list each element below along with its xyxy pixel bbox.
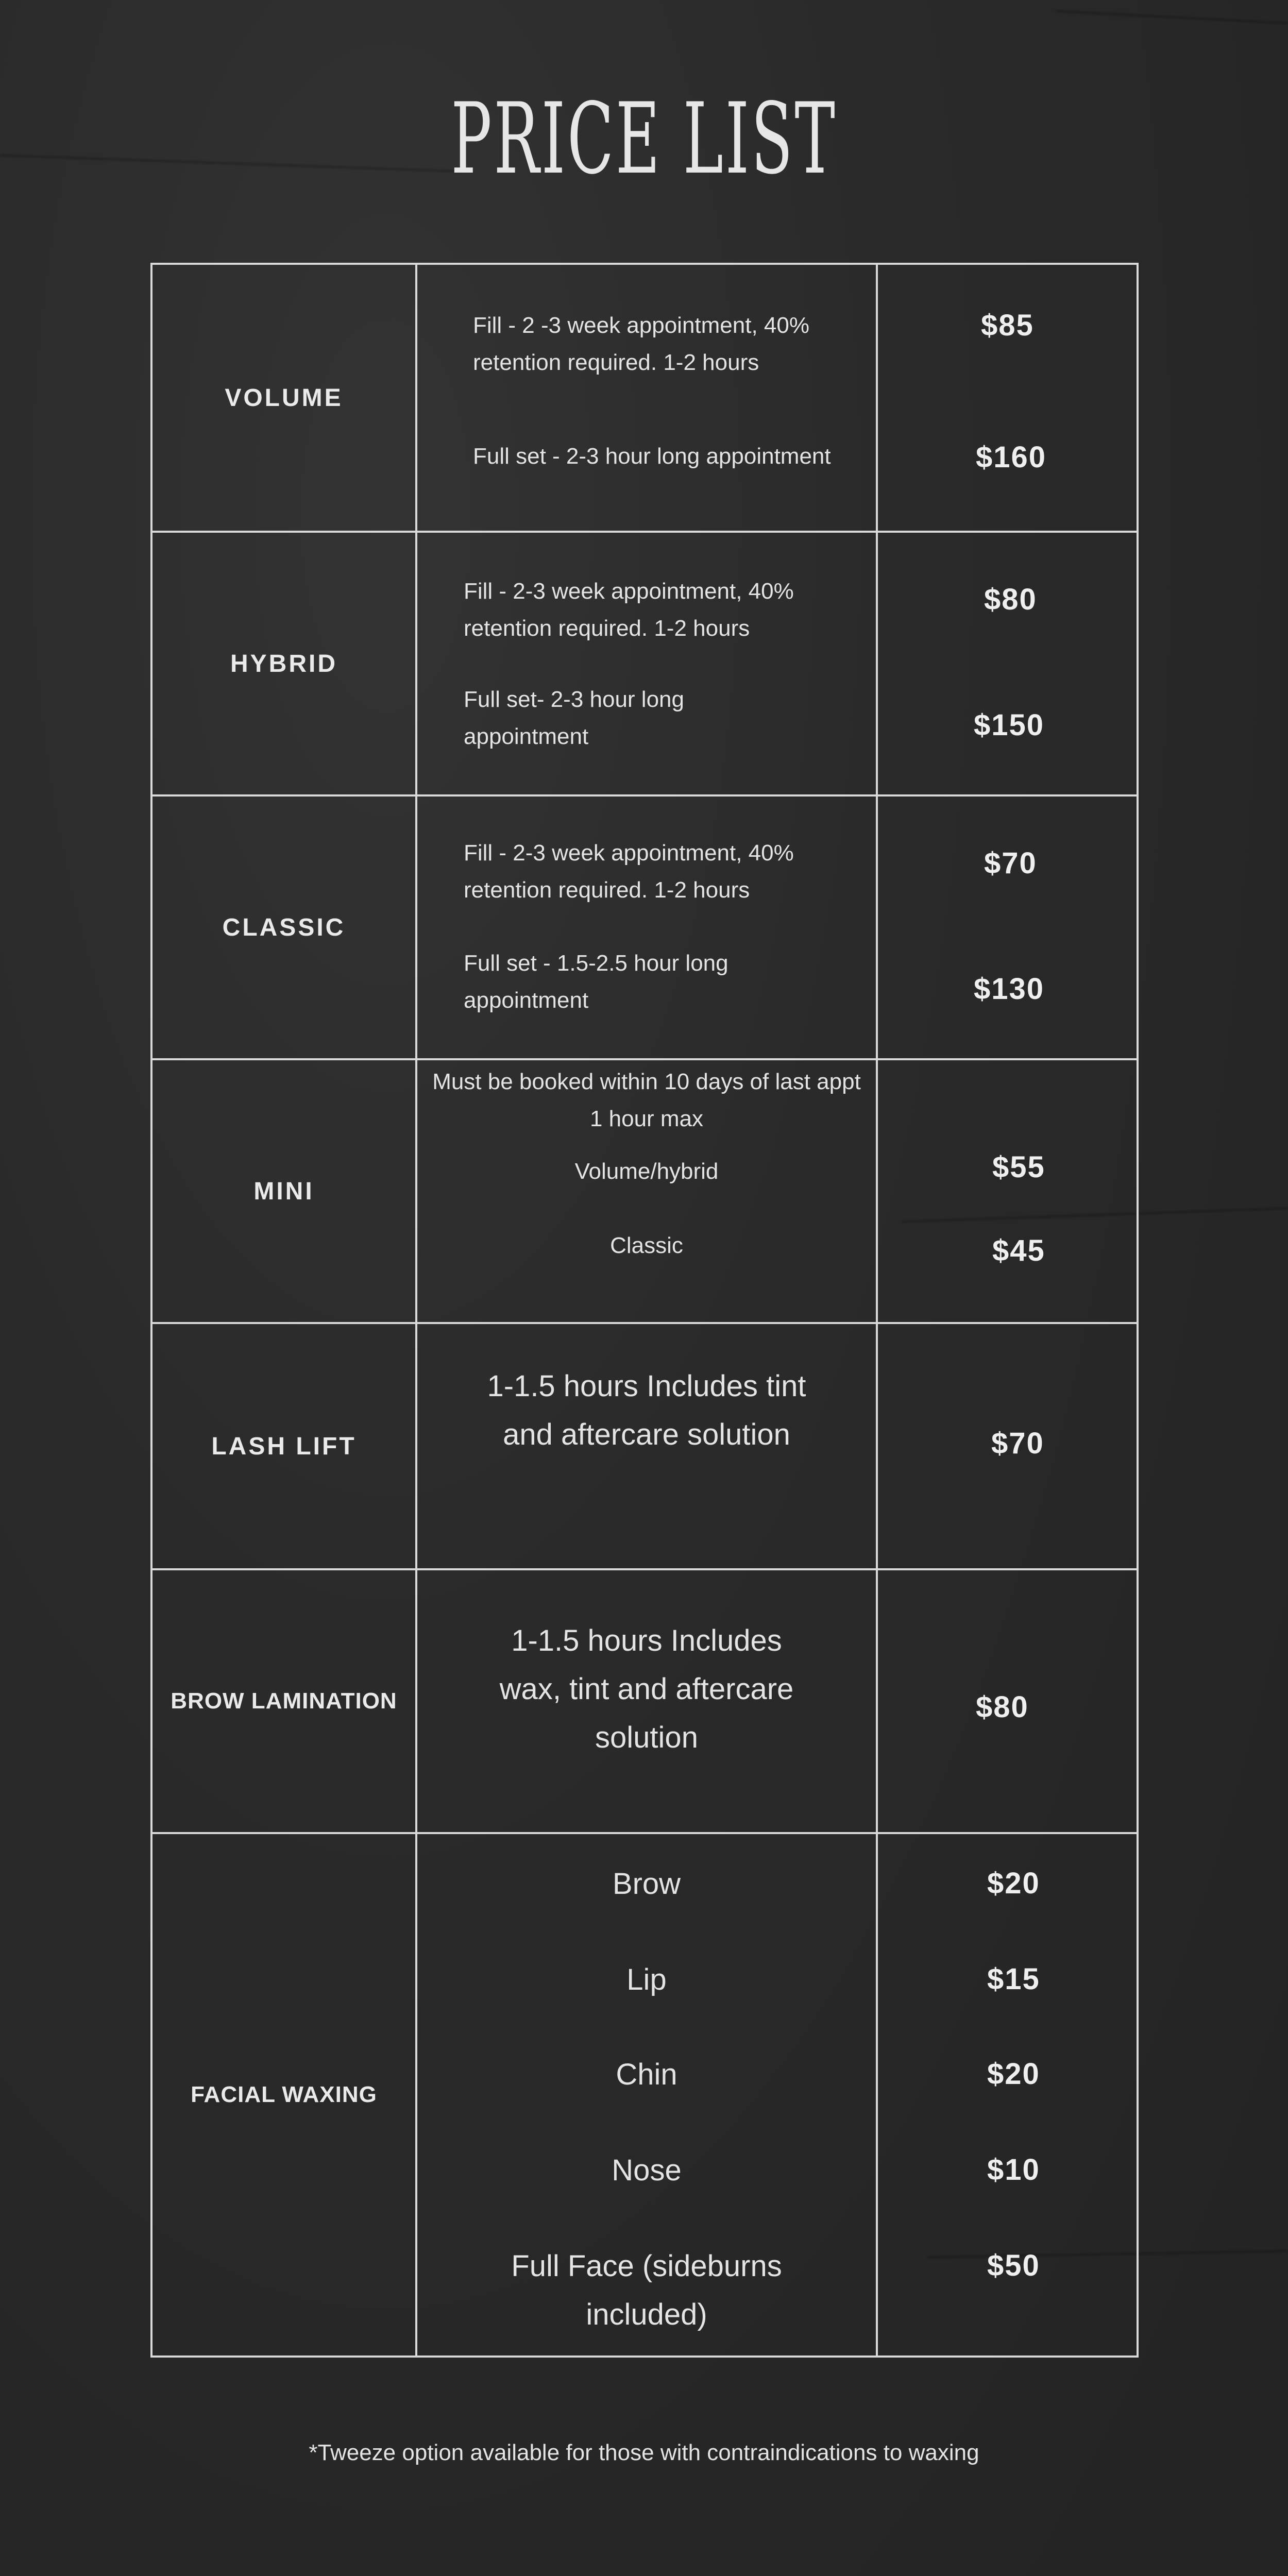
- service-name-classic: CLASSIC: [222, 913, 346, 941]
- service-name-cell: [152, 796, 417, 1058]
- description-cell: [417, 796, 878, 1058]
- service-name-cell: [152, 1060, 417, 1322]
- row-brow-lamination: [152, 1568, 1137, 1832]
- row-hybrid: [152, 531, 1137, 794]
- price-table: [150, 263, 1139, 2358]
- mini-volume-hybrid-description: Volume/hybrid: [574, 1159, 719, 1184]
- service-name-cell: [152, 533, 417, 794]
- price-cell: [878, 1834, 1137, 2355]
- hybrid-fill-price: $80: [984, 583, 1037, 616]
- mini-booking-note: Must be booked within 10 days of last appt: [432, 1069, 861, 1094]
- price-cell: [878, 1570, 1137, 1832]
- mini-classic-price: $45: [992, 1234, 1045, 1267]
- brow-lamination-description: 1-1.5 hours Includes wax, tint and aftercare solution: [499, 1624, 794, 1754]
- row-lash-lift: [152, 1322, 1137, 1568]
- row-facial-waxing: [152, 1832, 1137, 2355]
- service-name-mini: MINI: [253, 1177, 314, 1205]
- row-volume: [152, 265, 1137, 531]
- service-name-cell: [152, 265, 417, 531]
- waxing-full-face-price: $50: [987, 2249, 1040, 2282]
- service-name-facial-waxing: FACIAL WAXING: [191, 2082, 377, 2107]
- service-name-volume: VOLUME: [225, 384, 343, 412]
- row-classic: [152, 794, 1137, 1058]
- price-cell: [878, 533, 1137, 794]
- waxing-chin-description: Chin: [616, 2058, 677, 2091]
- waxing-brow-price: $20: [987, 1867, 1040, 1900]
- hybrid-fullset-description: Full set- 2-3 hour long appointment: [464, 687, 684, 749]
- page-title: PRICE LIST: [451, 82, 837, 196]
- mini-volume-hybrid-price: $55: [992, 1150, 1045, 1184]
- service-name-brow-lamination: BROW LAMINATION: [171, 1688, 397, 1714]
- tweeze-footnote: *Tweeze option available for those with contraindications to waxing: [309, 2440, 979, 2465]
- waxing-lip-description: Lip: [626, 1963, 667, 1996]
- volume-fullset-description: Full set - 2-3 hour long appointment: [473, 444, 831, 469]
- price-cell: [878, 265, 1137, 531]
- paper-crease: [1056, 10, 1288, 24]
- waxing-brow-description: Brow: [612, 1867, 681, 1901]
- hybrid-fill-description: Fill - 2-3 week appointment, 40% retention required. 1-2 hours: [464, 579, 794, 641]
- service-name-cell: [152, 1570, 417, 1832]
- brow-lamination-price: $80: [976, 1690, 1029, 1724]
- price-cell: [878, 796, 1137, 1058]
- description-cell: [417, 533, 878, 794]
- lash-lift-price: $70: [991, 1427, 1044, 1460]
- price-cell: [878, 1060, 1137, 1322]
- service-name-cell: [152, 1834, 417, 2355]
- price-cell: [878, 1324, 1137, 1568]
- description-cell: [417, 1324, 878, 1568]
- classic-fill-description: Fill - 2-3 week appointment, 40% retention required. 1-2 hours: [464, 840, 794, 903]
- waxing-chin-price: $20: [987, 2057, 1040, 2091]
- waxing-nose-description: Nose: [612, 2154, 682, 2187]
- description-cell: [417, 1060, 878, 1322]
- waxing-full-face-description: Full Face (sideburns included): [511, 2249, 782, 2331]
- waxing-nose-price: $10: [987, 2153, 1040, 2187]
- mini-time-note: 1 hour max: [589, 1106, 704, 1131]
- row-mini: [152, 1058, 1137, 1322]
- volume-fill-price: $85: [981, 309, 1034, 342]
- lash-lift-description: 1-1.5 hours Includes tint and aftercare solution: [487, 1369, 806, 1451]
- description-cell: [417, 1834, 878, 2355]
- service-name-hybrid: HYBRID: [230, 650, 337, 677]
- volume-fullset-price: $160: [976, 440, 1047, 474]
- classic-fullset-price: $130: [974, 972, 1045, 1006]
- classic-fill-price: $70: [984, 846, 1037, 880]
- classic-fullset-description: Full set - 1.5-2.5 hour long appointment: [464, 951, 728, 1013]
- service-name-lash-lift: LASH LIFT: [211, 1432, 357, 1460]
- volume-fill-description: Fill - 2 -3 week appointment, 40% retention required. 1-2 hours: [473, 313, 809, 375]
- description-cell: [417, 265, 878, 531]
- service-name-cell: [152, 1324, 417, 1568]
- mini-classic-description: Classic: [610, 1233, 683, 1258]
- description-cell: [417, 1570, 878, 1832]
- waxing-lip-price: $15: [987, 1962, 1040, 1996]
- hybrid-fullset-price: $150: [974, 708, 1045, 742]
